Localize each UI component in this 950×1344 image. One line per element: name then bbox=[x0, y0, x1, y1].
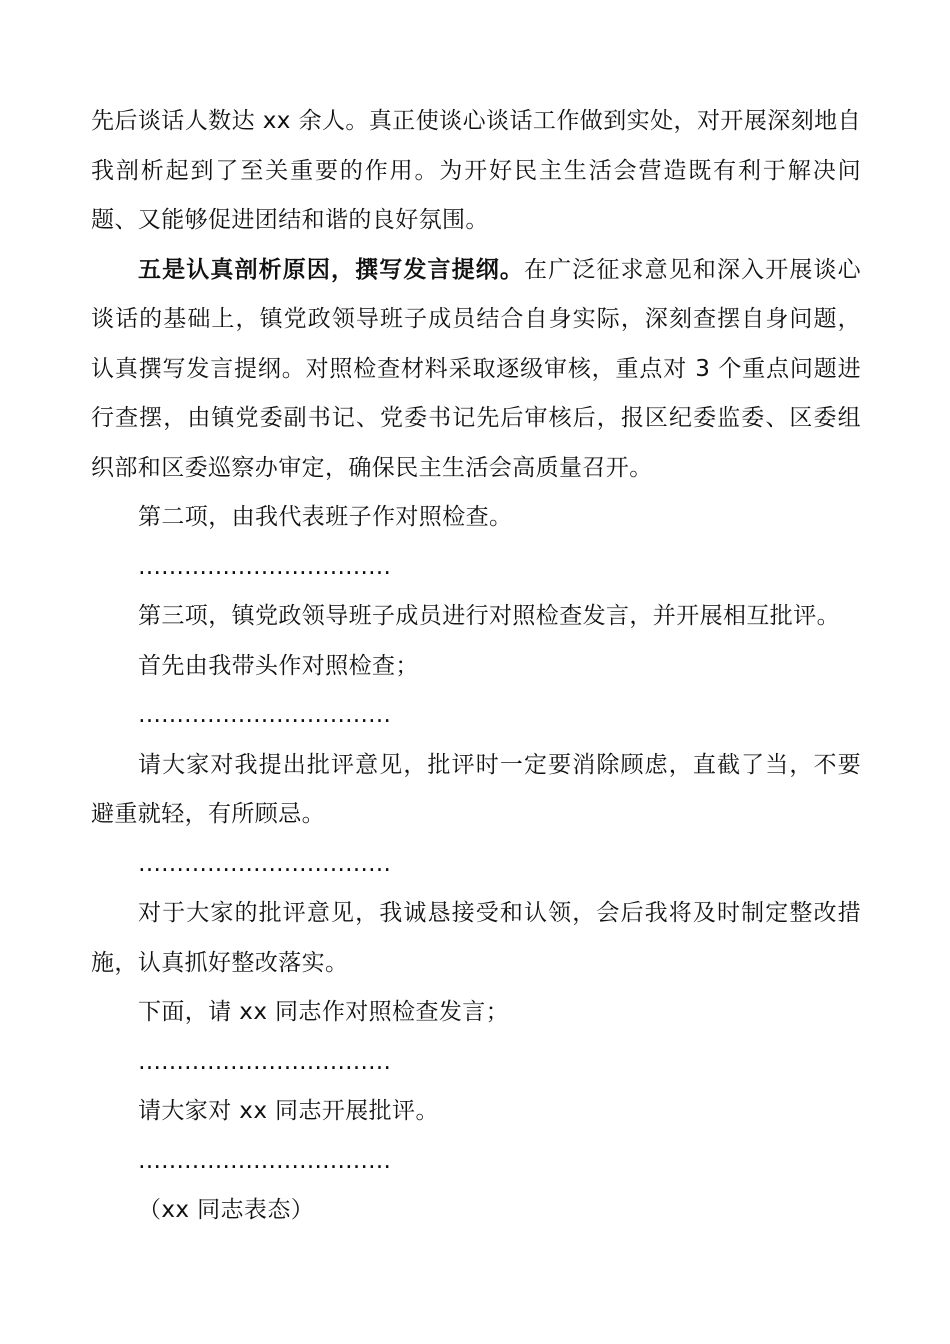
paragraph-outline-body: 在广泛征求意见和深入开展谈心谈话的基础上，镇党政领导班子成员结合自身实际，深刻查摆自身问题，认真撰写发言提纲。对照检查材料采取逐级审核，重点对 3 个重点问题进行查摆，由镇党委副书记、党委书记先后审核后，报区纪委监委、区委组织部和区委巡察办审定，确保民主生活会高质量召开。 bbox=[91, 256, 861, 481]
paragraph-accept-criticism: 对于大家的批评意见，我诚恳接受和认领，会后我将及时制定整改措施，认真抓好整改落实。 bbox=[91, 900, 861, 976]
paragraph-comrade-statement: （xx 同志表态） bbox=[138, 1197, 315, 1223]
ellipsis-line: …………………………… bbox=[138, 553, 391, 580]
document-body bbox=[91, 97, 861, 1236]
paragraph-talks-summary: 先后谈话人数达 xx 余人。真正使谈心谈话工作做到实处，对开展深刻地自我剖析起到了至关重要的作用。为开好民主生活会营造既有利于解决问题、又能够促进团结和谐的良好氛围。 bbox=[91, 108, 861, 233]
paragraph-self-check: 首先由我带头作对照检查； bbox=[138, 652, 419, 679]
paragraph-criticize-comrade: 请大家对 xx 同志开展批评。 bbox=[138, 1098, 439, 1124]
ellipsis-line: …………………………… bbox=[138, 850, 391, 877]
ellipsis-line: …………………………… bbox=[138, 702, 391, 728]
paragraph-item-three: 第三项，镇党政领导班子成员进行对照检查发言，并开展相互批评。 bbox=[138, 603, 840, 629]
ellipsis-line: …………………………… bbox=[138, 1048, 391, 1075]
paragraph-request-criticism: 请大家对我提出批评意见，批评时一定要消除顾虑，直截了当，不要避重就轻，有所顾忌。 bbox=[91, 751, 861, 827]
ellipsis-line: …………………………… bbox=[138, 1147, 391, 1174]
paragraph-next-speaker: 下面，请 xx 同志作对照检查发言； bbox=[138, 999, 510, 1025]
paragraph-heading-bold: 五是认真剖析原因，撰写发言提纲。 bbox=[138, 256, 524, 283]
paragraph-item-two: 第二项，由我代表班子作对照检查。 bbox=[138, 504, 513, 530]
paragraph-outline-drafting bbox=[91, 246, 861, 494]
